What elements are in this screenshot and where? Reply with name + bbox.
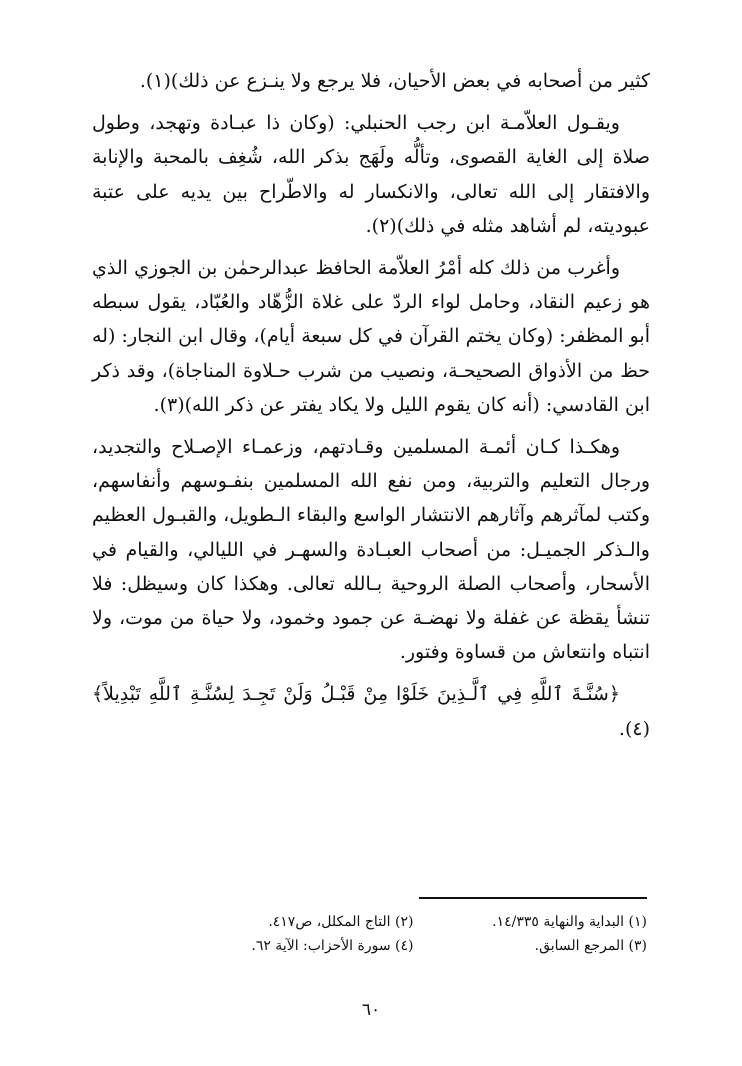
paragraph-2: ويقـول العلاّمـة ابن رجب الحنبلي: (وكان ذا عبـادة وتهجد، وطول صلاة إلى الغاية القصوى، وتألُّه ولَهَج بذكر الله، شُغِف بالمحبة والإنابة والافتقار إلى الله تعالى، والانكسار له والاطّراح بين يديه على عتبة عبوديته، لم أشاهد مثله في ذلك)(٢). (92, 112, 650, 237)
page-number: ٦٠ (361, 1000, 381, 1020)
quran-verse: ﴿سُنَّـةَ ٱللَّهِ فِي ٱلَّـذِينَ خَلَوْا مِنْ قَبْـلُ وَلَنْ تَجِـدَ لِسُنَّـةِ ٱللَّهِ تَبْدِيلاً﴾(٤). (92, 683, 650, 740)
footnote-1: (١) البداية والنهاية ١٤/٣٣٥. (492, 914, 647, 930)
main-text (92, 64, 650, 754)
footnote-3: (٣) المرجع السابق. (534, 938, 647, 954)
footnote-divider (419, 897, 647, 899)
footnote-4: (٤) سورة الأحزاب: الآية ٦٢. (251, 938, 414, 954)
paragraph-3: وأغرب من ذلك كله أمْرُ العلاّمة الحافظ عبدالرحمٰن بن الجوزي الذي هو زعيم النقاد، وحامل لواء الردّ على غلاة الزُّهّاد والعُبّاد، يقول سبطه أبو المظفر: (وكان يختم القرآن في كل سبعة أيام)، وقال ابن النجار: (له حظ من الأذواق الصحيحـة، ونصيب من شرب حـلاوة المناجاة)، وقد ذكر ابن القادسي: (أنه كان يقوم الليل ولا يكاد يفتر عن ذكر الله)(٣). (92, 257, 650, 416)
footnotes (200, 910, 647, 958)
paragraph-1: كثير من أصحابه في بعض الأحيان، فلا يرجع ولا ينـزع عن ذلك)(١). (139, 70, 650, 92)
paragraph-4: وهكـذا كـان أئمـة المسلمين وقـادتهم، وزعمـاء الإصـلاح والتجديد، ورجال التعليم والتربية، ومن نفع الله المسلمين بنفـوسهم وأنفاسهم، وكتب لمآثرهم وآثارهم الانتشار الواسع والبقاء الـطويل، والقبـول العظيم والـذكر الجميـل: من أصحاب العبـادة والسهـر في الليالي، والقيام في الأسحار، وأصحاب الصلة الروحية بـالله تعالى. وهكذا كان وسيظل: فلا تنشأ يقظة عن غفلة ولا نهضـة عن جمود وخمود، ولا حياة من موت، ولا انتباه وانتعاش من قساوة وفتور. (92, 436, 650, 664)
footnote-2: (٢) التاج المكلل، ص٤١٧. (268, 914, 414, 930)
